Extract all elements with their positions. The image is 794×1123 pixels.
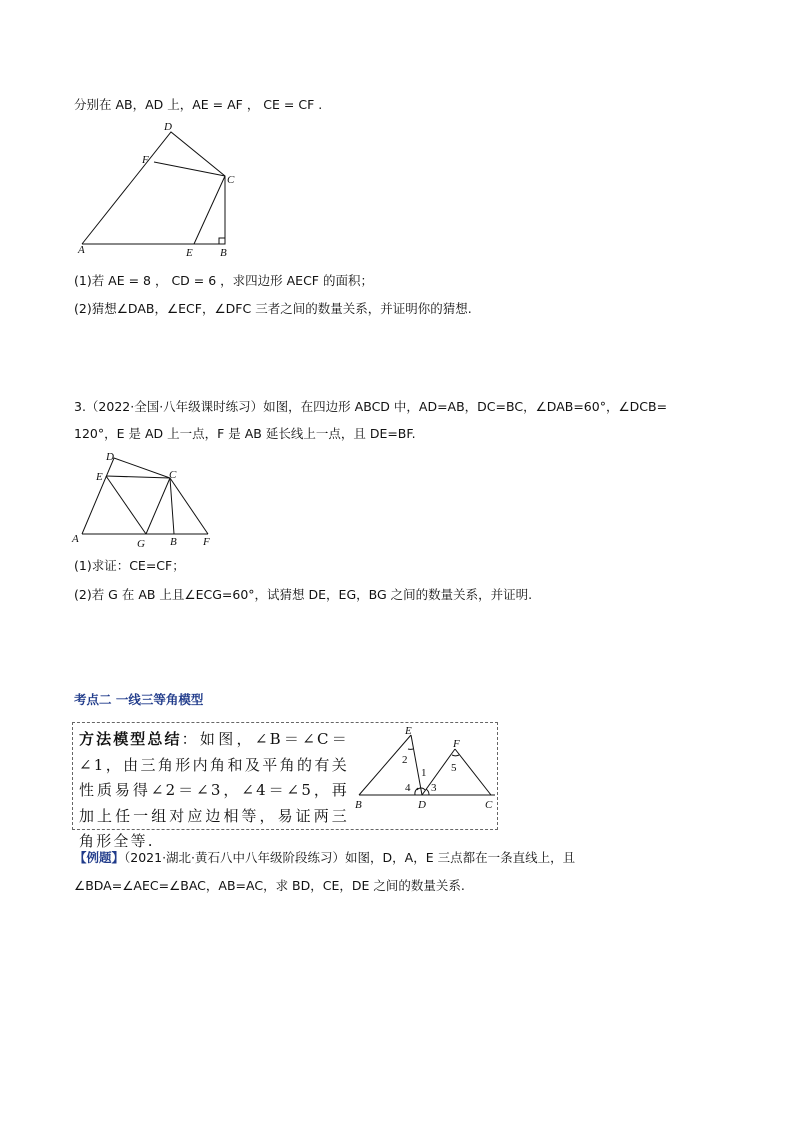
- problem2-q1: (1)若 AE = 8 ， CD = 6 ，求四边形 AECF 的面积；: [74, 273, 373, 288]
- fig2-label-d: D: [106, 451, 114, 463]
- fig3-label-4: 4: [405, 782, 411, 794]
- fig2-label-c: C: [169, 469, 177, 481]
- method-summary-box: [72, 722, 498, 850]
- fig3-label-1: 1: [421, 767, 427, 779]
- method-summary-title: 方法模型总结: [79, 730, 182, 748]
- fig3-label-f: F: [453, 738, 460, 750]
- figure2-quadrilateral: [70, 448, 230, 550]
- fig3-label-3: 3: [431, 782, 437, 794]
- fig1-label-d: D: [164, 121, 172, 133]
- method-summary-body: ：如图，∠B＝∠C＝∠1，由三角形内角和及平角的有关性质易得∠2＝∠3，∠4＝∠5，再加上任一组对应边相等，易证两三角形全等.: [79, 730, 349, 850]
- fig1-label-a: A: [78, 244, 85, 256]
- problem3-line1: 3.（2022·全国·八年级课时练习）如图，在四边形 ABCD 中，AD=AB，DC=BC，∠DAB=60°，∠DCB=: [74, 399, 668, 414]
- fig3-label-e: E: [405, 725, 412, 737]
- example-line2: ∠BDA=∠AEC=∠BAC，AB=AC，求 BD，CE，DE 之间的数量关系.: [74, 878, 465, 893]
- fig2-label-f: F: [203, 536, 210, 548]
- fig1-label-b: B: [220, 247, 227, 259]
- problem2-intro: 分别在 AB，AD 上，AE = AF ， CE = CF .: [74, 97, 323, 112]
- problem3-line2: 120°，E 是 AD 上一点，F 是 AB 延长线上一点，且 DE=BF.: [74, 426, 416, 441]
- figure1-quadrilateral: [70, 120, 250, 262]
- fig1-label-e: E: [186, 247, 193, 259]
- fig3-label-2: 2: [402, 754, 408, 766]
- fig3-label-d: D: [418, 799, 426, 811]
- fig3-label-b: B: [355, 799, 362, 811]
- fig1-label-f: F: [142, 154, 149, 166]
- problem3-q2: (2)若 G 在 AB 上且∠ECG=60°，试猜想 DE，EG，BG 之间的数量关系，并证明.: [74, 587, 533, 602]
- fig1-label-c: C: [227, 174, 235, 186]
- problem2-q2: (2)猜想∠DAB，∠ECF，∠DFC 三者之间的数量关系，并证明你的猜想.: [74, 301, 472, 316]
- figure3-one-line-three-angles: [355, 727, 497, 813]
- problem3-q1: (1)求证：CE=CF；: [74, 558, 185, 573]
- fig2-label-a: A: [72, 533, 79, 545]
- fig3-label-5: 5: [451, 762, 457, 774]
- section-title: 考点二 一线三等角模型: [74, 692, 204, 707]
- fig3-label-c: C: [485, 799, 493, 811]
- fig2-label-e: E: [96, 471, 103, 483]
- example-label: 【例题】: [74, 850, 125, 865]
- example-line1: [74, 849, 575, 867]
- fig2-label-g: G: [137, 538, 145, 550]
- example-line1-text: （2021·湖北·黄石八中八年级阶段练习）如图，D，A，E 三点都在一条直线上，且: [124, 850, 576, 865]
- method-summary-text: [79, 727, 349, 855]
- fig2-label-b: B: [170, 536, 177, 548]
